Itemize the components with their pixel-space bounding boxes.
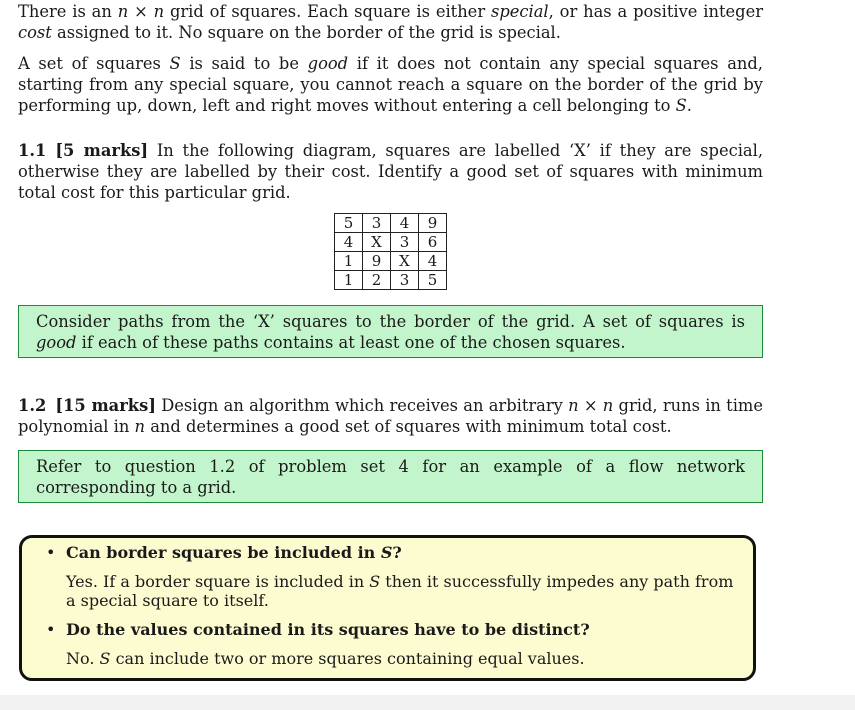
question-1-2: 1.2 [15 marks] Design an algorithm which receives an arbitrary n × n grid, runs in time polynomial in n and determines a good set of squares with minimum total cost. xyxy=(18,396,763,436)
faq-item xyxy=(46,543,734,610)
question-marks: [5 marks] xyxy=(55,141,149,160)
grid-cell: 5 xyxy=(335,214,363,233)
grid-cell: 3 xyxy=(391,271,419,290)
grid-cell: 2 xyxy=(363,271,391,290)
hint-box-1-2: Refer to question 1.2 of problem set 4 for an example of a flow network corresponding to a grid. xyxy=(18,450,763,503)
grid-cell-special: X xyxy=(363,233,391,252)
faq-question: Can border squares be included in S? xyxy=(66,543,402,562)
faq-answer: Yes. If a border square is included in S then it successfully impedes any path from a special square to itself. xyxy=(66,572,734,610)
grid-cell: 3 xyxy=(391,233,419,252)
grid-cell: 9 xyxy=(419,214,447,233)
faq-question: Do the values contained in its squares have to be distinct? xyxy=(66,620,590,639)
grid-cell: 3 xyxy=(363,214,391,233)
document-page xyxy=(18,0,763,503)
grid-cell-special: X xyxy=(391,252,419,271)
question-number: 1.1 xyxy=(18,141,47,160)
grid-cell: 4 xyxy=(335,233,363,252)
intro-paragraph-1: There is an n × n grid of squares. Each square is either special, or has a positive integer cost assigned to it. No square on the border of the grid is special. xyxy=(18,2,764,42)
grid-cell: 6 xyxy=(419,233,447,252)
grid-cell: 1 xyxy=(335,252,363,271)
grid-cell: 9 xyxy=(363,252,391,271)
viewer-bottom-bar xyxy=(0,695,855,710)
faq-item xyxy=(46,620,734,668)
grid-row xyxy=(335,252,447,271)
grid-cell: 4 xyxy=(419,252,447,271)
faq-answer: No. S can include two or more squares containing equal values. xyxy=(66,649,585,668)
question-number: 1.2 xyxy=(18,396,47,415)
question-1-1: 1.1 [5 marks] In the following diagram, squares are labelled ‘X’ if they are special, otherwise they are labelled by their cost. Identify a good set of squares with minimum total cost for this particular grid. xyxy=(18,141,763,202)
grid-cell: 1 xyxy=(335,271,363,290)
bullet-icon: • xyxy=(46,543,56,562)
cost-grid xyxy=(334,213,447,290)
grid-cell: 4 xyxy=(391,214,419,233)
cost-grid-wrapper xyxy=(18,213,763,290)
grid-row xyxy=(335,233,447,252)
grid-cell: 5 xyxy=(419,271,447,290)
grid-row xyxy=(335,271,447,290)
faq-box xyxy=(19,535,756,681)
question-marks: [15 marks] xyxy=(55,396,156,415)
intro-paragraph-2: A set of squares S is said to be good if it does not contain any special squares and, starting from any special square, you cannot reach a square on the border of the grid by performing up, down, left and right moves without entering a cell belonging to S. xyxy=(18,54,763,115)
hint-box-1-1: Consider paths from the ‘X’ squares to the border of the grid. A set of squares is good if each of these paths contains at least one of the chosen squares. xyxy=(18,305,763,358)
bullet-icon: • xyxy=(46,620,56,639)
grid-row xyxy=(335,214,447,233)
